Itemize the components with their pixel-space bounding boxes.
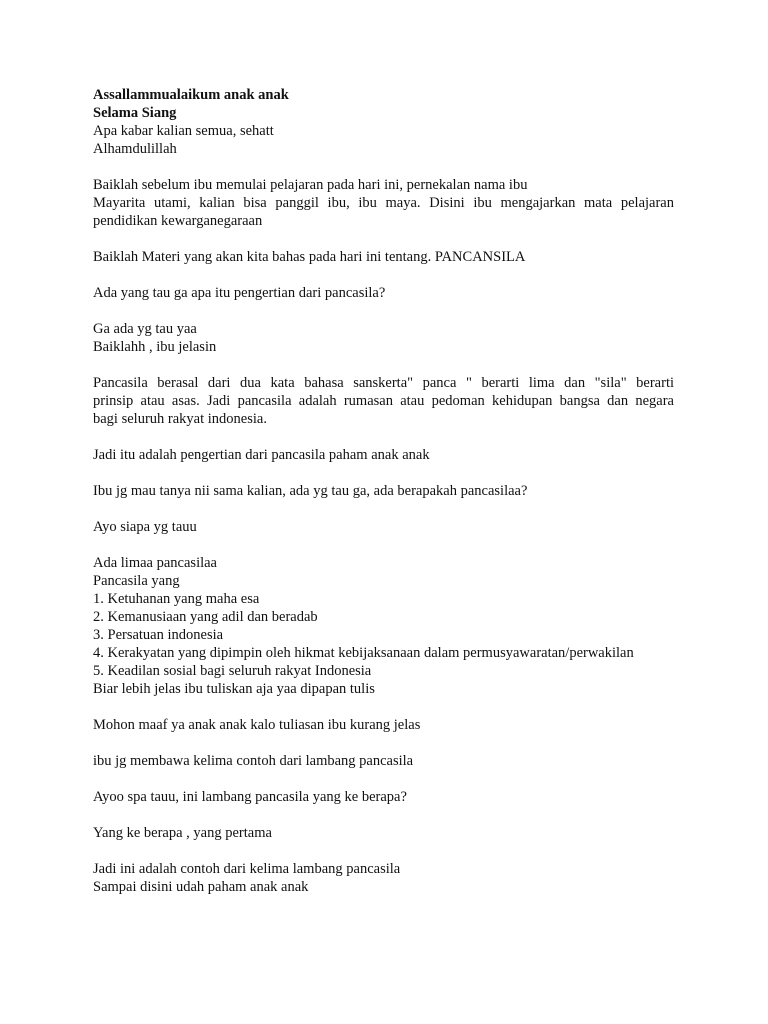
sila-item-1: 1. Ketuhanan yang maha esa: [93, 591, 260, 607]
question-2-line: Ibu jg mau tanya nii sama kalian, ada yg tau ga, ada berapakah pancasilaa?: [93, 483, 528, 499]
intro-line-3: pendidikan kewarganegaraan: [93, 213, 263, 229]
sila-item-5: 5. Keadilan sosial bagi seluruh rakyat Indonesia: [93, 663, 372, 679]
greeting-reply: Alhamdulillah: [93, 141, 177, 157]
question-1-line: Ada yang tau ga apa itu pengertian dari pancasila?: [93, 285, 386, 301]
intro-line-2: Mayarita utami, kalian bisa panggil ibu, ibu maya. Disini ibu mengajarkan mata pelajaran: [93, 195, 674, 211]
greeting-block: [93, 86, 674, 158]
question-3-paragraph: [93, 788, 674, 806]
materi-line: Baiklah Materi yang akan kita bahas pada hari ini tentang. PANCANSILA: [93, 249, 526, 265]
question-2-paragraph: [93, 482, 674, 500]
question-3-line: Ayoo spa tauu, ini lambang pancasila yang ke berapa?: [93, 789, 407, 805]
lambang-paragraph: [93, 752, 674, 770]
apology-line: Mohon maaf ya anak anak kalo tuliasan ibu kurang jelas: [93, 717, 421, 733]
intro-paragraph: [93, 176, 674, 230]
sila-intro-2: Pancasila yang: [93, 573, 180, 589]
definition-paragraph: [93, 374, 674, 428]
lambang-line: ibu jg membawa kelima contoh dari lambang pancasila: [93, 753, 414, 769]
sila-outro: Biar lebih jelas ibu tuliskan aja yaa dipapan tulis: [93, 681, 375, 697]
greeting-salam: Assallammualaikum anak anak: [93, 87, 289, 103]
closing-line-1: Jadi ini adalah contoh dari kelima lambang pancasila: [93, 861, 401, 877]
question-1-paragraph: [93, 284, 674, 302]
definition-line-2: prinsip atau asas. Jadi pancasila adalah rumasan atau pedoman kehidupan bangsa dan negara: [93, 393, 674, 409]
greeting-question: Apa kabar kalian semua, sehatt: [93, 123, 274, 139]
document-page: [93, 86, 674, 896]
closing-line-2: Sampai disini udah paham anak anak: [93, 879, 309, 895]
definition-line-3: bagi seluruh rakyat indonesia.: [93, 411, 267, 427]
prompt-line: Ayo siapa yg tauu: [93, 519, 197, 535]
materi-paragraph: [93, 248, 674, 266]
answer-3-line: Yang ke berapa , yang pertama: [93, 825, 272, 841]
response-1-line-1: Ga ada yg tau yaa: [93, 321, 197, 337]
prompt-paragraph: [93, 518, 674, 536]
sila-paragraph: [93, 554, 674, 698]
greeting-time: Selama Siang: [93, 105, 177, 121]
answer-3-paragraph: [93, 824, 674, 842]
response-1-paragraph: [93, 320, 674, 356]
sila-item-2: 2. Kemanusiaan yang adil dan beradab: [93, 609, 318, 625]
sila-intro-1: Ada limaa pancasilaa: [93, 555, 217, 571]
definition-line-1: Pancasila berasal dari dua kata bahasa sanskerta" panca " berarti lima dan "sila" berarti: [93, 375, 674, 391]
summary-line: Jadi itu adalah pengertian dari pancasila paham anak anak: [93, 447, 430, 463]
sila-item-4: 4. Kerakyatan yang dipimpin oleh hikmat kebijaksanaan dalam permusyawaratan/perwakilan: [93, 645, 634, 661]
sila-item-3: 3. Persatuan indonesia: [93, 627, 224, 643]
intro-line-1: Baiklah sebelum ibu memulai pelajaran pada hari ini, pernekalan nama ibu: [93, 177, 528, 193]
summary-paragraph: [93, 446, 674, 464]
apology-paragraph: [93, 716, 674, 734]
response-1-line-2: Baiklahh , ibu jelasin: [93, 339, 217, 355]
closing-paragraph: [93, 860, 674, 896]
